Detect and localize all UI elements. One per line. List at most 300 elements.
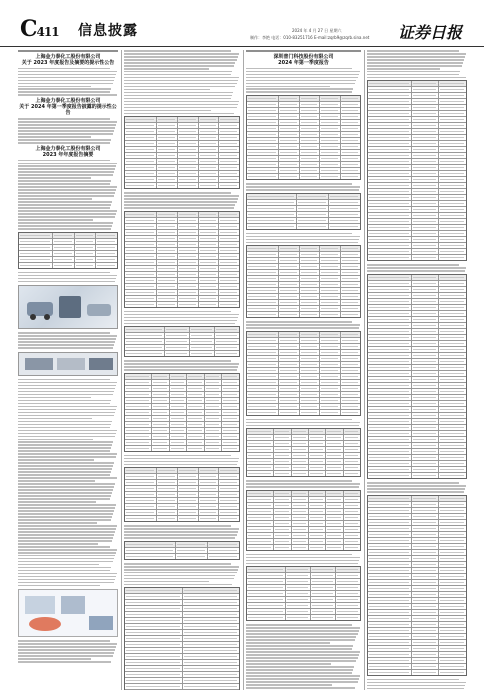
table-cell [439,473,466,478]
text-line [124,584,232,586]
table-cell [279,132,299,137]
table-cell [178,117,199,122]
table-cell [412,401,440,406]
table-cell [412,473,440,478]
table-cell [341,144,360,149]
table-cell [219,183,239,188]
body-text [124,525,240,539]
table-cell [412,443,440,448]
table-cell [311,597,336,602]
table-cell [412,305,440,310]
table-cell [152,386,170,391]
text-line [124,461,238,463]
table-cell [157,165,178,170]
table-cell [412,287,440,292]
table-cell [199,218,220,223]
table-cell [199,242,220,247]
table-cell [247,441,274,446]
text-line [18,421,112,423]
table-cell [170,398,188,403]
table-cell [157,147,178,152]
table-cell [439,622,466,627]
table-cell [320,300,340,305]
table-cell [279,156,299,161]
table-cell [274,527,291,532]
table-cell [247,392,279,397]
table-cell [341,168,360,173]
data-table [124,373,240,452]
text-line [18,528,116,530]
data-table [367,274,467,479]
table-cell [219,141,239,146]
table-cell [311,591,336,596]
table-cell [368,389,412,394]
table-cell [309,447,326,452]
table-cell [274,521,291,526]
table-cell [368,544,412,549]
table-cell [125,230,157,235]
table-cell [190,339,215,344]
text-line [18,272,110,274]
table-cell [320,96,340,101]
text-line [18,83,113,85]
table-cell [300,410,320,415]
text-line [246,77,358,79]
table-cell [341,114,360,119]
table-cell [326,515,343,520]
table-cell [412,341,440,346]
table-cell [247,603,286,608]
table-cell [247,114,279,119]
text-line [18,222,113,224]
text-line [124,323,235,325]
table-cell [157,171,178,176]
table-cell [344,515,360,520]
table-cell [157,153,178,158]
table-cell [96,245,117,250]
table-cell [439,359,466,364]
table-cell [125,183,157,188]
text-line [124,107,237,109]
table-cell [187,422,205,427]
table-cell [152,416,170,421]
table-cell [279,312,299,317]
text-line [246,636,356,638]
table-cell [247,294,279,299]
text-line [18,564,99,566]
table-cell [125,123,157,128]
table-cell [300,362,320,367]
table-cell [439,147,466,152]
table-cell [309,533,326,538]
text-line [367,56,465,58]
table-cell [199,117,220,122]
table-cell [344,527,360,532]
text-line [18,561,113,563]
table-cell [274,453,291,458]
table-cell [125,177,157,182]
body-text [18,160,118,230]
table-cell [222,386,239,391]
table-cell [157,224,178,229]
table-cell [274,503,291,508]
table-cell [187,416,205,421]
table-cell [183,594,240,599]
table-cell [439,243,466,248]
table-cell [412,407,440,412]
table-cell [439,670,466,675]
table-cell [183,618,240,623]
table-cell [368,189,412,194]
table-cell [222,392,239,397]
table-cell [199,123,220,128]
table-cell [300,368,320,373]
table-cell [125,678,183,683]
table-cell [368,538,412,543]
table-cell [439,117,466,122]
table-cell [341,282,360,287]
table-cell [247,332,279,337]
table-cell [412,213,440,218]
table-cell [439,437,466,442]
text-line [18,180,111,182]
table-cell [300,252,320,257]
table-cell [368,111,412,116]
body-text [18,332,118,349]
table-cell [125,392,152,397]
table-cell [320,398,340,403]
text-line [367,264,459,266]
table-cell [208,554,239,559]
table-cell [341,356,360,361]
table-cell [309,465,326,470]
text-line [124,77,239,79]
table-cell [157,272,178,277]
table-cell [368,550,412,555]
text-line [18,430,117,432]
text-line [246,183,352,185]
table-cell [297,200,329,205]
table-cell [412,323,440,328]
table-cell [222,428,239,433]
table-cell [439,419,466,424]
table-cell [344,533,360,538]
text-line [18,652,114,654]
table-cell [157,117,178,122]
table-cell [279,120,299,125]
text-line [367,688,464,690]
article-title: 关于 2023 年度报告及摘要的提示性公告 [21,59,115,66]
table-cell [219,510,239,515]
table-cell [439,443,466,448]
table-cell [300,258,320,263]
table-cell [320,338,340,343]
table-cell [178,302,199,307]
text-line [18,207,110,209]
table-cell [368,207,412,212]
table-row [247,545,360,550]
table-cell [311,567,336,572]
table-cell [125,636,183,641]
table-cell [368,526,412,531]
table-cell [412,281,440,286]
text-line [18,204,111,206]
text-line [18,658,91,660]
table-cell [412,377,440,382]
table-cell [274,435,291,440]
table-cell [286,615,311,620]
table-cell [412,449,440,454]
text-line [18,347,113,349]
table-cell [439,634,466,639]
table-cell [215,327,239,332]
table-cell [341,338,360,343]
table-cell [279,386,299,391]
text-line [18,225,112,227]
company-name: 上海金力泰化工股份有限公司 [35,98,101,105]
table-cell [368,171,412,176]
table-cell [157,248,178,253]
table-cell [222,380,239,385]
table-cell [152,374,170,379]
table-cell [199,224,220,229]
table-cell [368,237,412,242]
table-cell [326,521,343,526]
text-line [367,71,460,73]
table-cell [344,453,360,458]
table-cell [368,473,412,478]
table-cell [178,296,199,301]
table-cell [125,594,183,599]
table-cell [439,389,466,394]
table-row [247,174,360,179]
text-line [124,71,232,73]
table-cell [439,568,466,573]
table-row [125,351,239,356]
table-cell [178,278,199,283]
text-line [246,233,352,235]
table-cell [341,374,360,379]
text-line [246,675,360,677]
table-cell [368,401,412,406]
table-cell [176,554,208,559]
text-line [124,525,231,527]
table-cell [341,362,360,367]
table-cell [320,362,340,367]
text-line [124,110,211,112]
table-cell [219,480,239,485]
table-cell [412,598,440,603]
table-cell [320,288,340,293]
table-cell [125,642,183,647]
article-heading [18,98,118,116]
text-line [124,531,238,533]
text-line [124,50,231,52]
table-cell [199,183,220,188]
table-cell [300,398,320,403]
table-cell [292,521,309,526]
table-cell [199,135,220,140]
table-cell [157,141,178,146]
company-name: 上海金力泰化工股份有限公司 [35,145,101,152]
table-cell [219,296,239,301]
text-line [18,136,91,138]
table-cell [125,404,152,409]
table-cell [152,410,170,415]
text-line [246,554,352,556]
table-cell [412,526,440,531]
table-cell [300,108,320,113]
table-cell [412,622,440,627]
text-line [246,633,358,635]
table-cell [412,562,440,567]
column-3 [246,50,361,690]
table-cell [439,105,466,110]
table-cell [157,123,178,128]
table-cell [320,258,340,263]
table-cell [219,284,239,289]
text-line [124,192,231,194]
table-cell [205,434,223,439]
text-line [18,228,111,230]
table-cell [336,567,360,572]
table-cell [309,539,326,544]
table-cell [368,556,412,561]
table-cell [222,416,239,421]
table-cell [326,545,343,550]
table-cell [412,117,440,122]
table-cell [309,453,326,458]
table-cell [205,386,223,391]
text-line [18,522,97,524]
table-cell [199,230,220,235]
table-cell [125,434,152,439]
table-cell [279,368,299,373]
table-cell [279,144,299,149]
product-image [19,353,118,375]
table-cell [300,126,320,131]
table-cell [157,266,178,271]
table-cell [279,114,299,119]
text-line [18,534,114,536]
table-cell [170,434,188,439]
table-cell [219,260,239,265]
text-line [367,53,466,55]
table-cell [412,237,440,242]
table-cell [157,498,178,503]
table-cell [300,174,320,179]
table-cell [178,290,199,295]
table-cell [170,392,188,397]
table-cell [439,562,466,567]
table-cell [170,416,188,421]
table-cell [247,447,274,452]
text-line [246,681,358,683]
text-line [124,366,238,368]
table-cell [286,597,311,602]
table-cell [439,213,466,218]
text-line [124,62,235,64]
column-rule [243,50,244,690]
table-cell [341,132,360,137]
table-cell [320,174,340,179]
table-cell [439,520,466,525]
data-table [367,495,467,676]
text-line [246,242,358,244]
table-cell [412,419,440,424]
table-cell [368,255,412,260]
table-cell [412,514,440,519]
text-line [18,165,116,167]
table-cell [439,496,466,501]
text-line [18,498,110,500]
table-cell [326,497,343,502]
table-cell [320,252,340,257]
table-cell [178,474,199,479]
table-cell [412,592,440,597]
text-line [18,646,116,648]
table-cell [412,147,440,152]
table-cell [368,99,412,104]
table-cell [292,533,309,538]
body-text [124,311,240,325]
body-text [124,563,240,585]
table-cell [125,684,183,689]
table-cell [320,380,340,385]
table-cell [439,335,466,340]
table-cell [412,550,440,555]
table-cell [219,516,239,521]
table-cell [412,670,440,675]
text-line [367,62,463,64]
table-cell [412,177,440,182]
table-cell [439,544,466,549]
data-table [246,490,361,551]
table-cell [183,606,240,611]
table-cell [183,648,240,653]
text-line [246,50,361,52]
text-line [124,455,231,457]
table-cell [439,249,466,254]
table-cell [368,616,412,621]
table-cell [368,449,412,454]
text-line [124,56,238,58]
table-cell [368,431,412,436]
table-cell [412,353,440,358]
text-line [246,88,353,90]
text-line [18,655,113,657]
table-cell [152,422,170,427]
table-cell [439,311,466,316]
table-cell [412,347,440,352]
text-line [124,317,238,319]
table-cell [341,96,360,101]
table-cell [125,398,152,403]
table-cell [439,586,466,591]
text-line [124,204,235,206]
table-cell [439,526,466,531]
table-cell [178,218,199,223]
table-cell [178,147,199,152]
table-cell [439,317,466,322]
table-cell [279,270,299,275]
table-cell [199,260,220,265]
table-cell [439,532,466,537]
table-cell [368,249,412,254]
text-line [246,236,360,238]
table-cell [219,492,239,497]
table-cell [199,171,220,176]
